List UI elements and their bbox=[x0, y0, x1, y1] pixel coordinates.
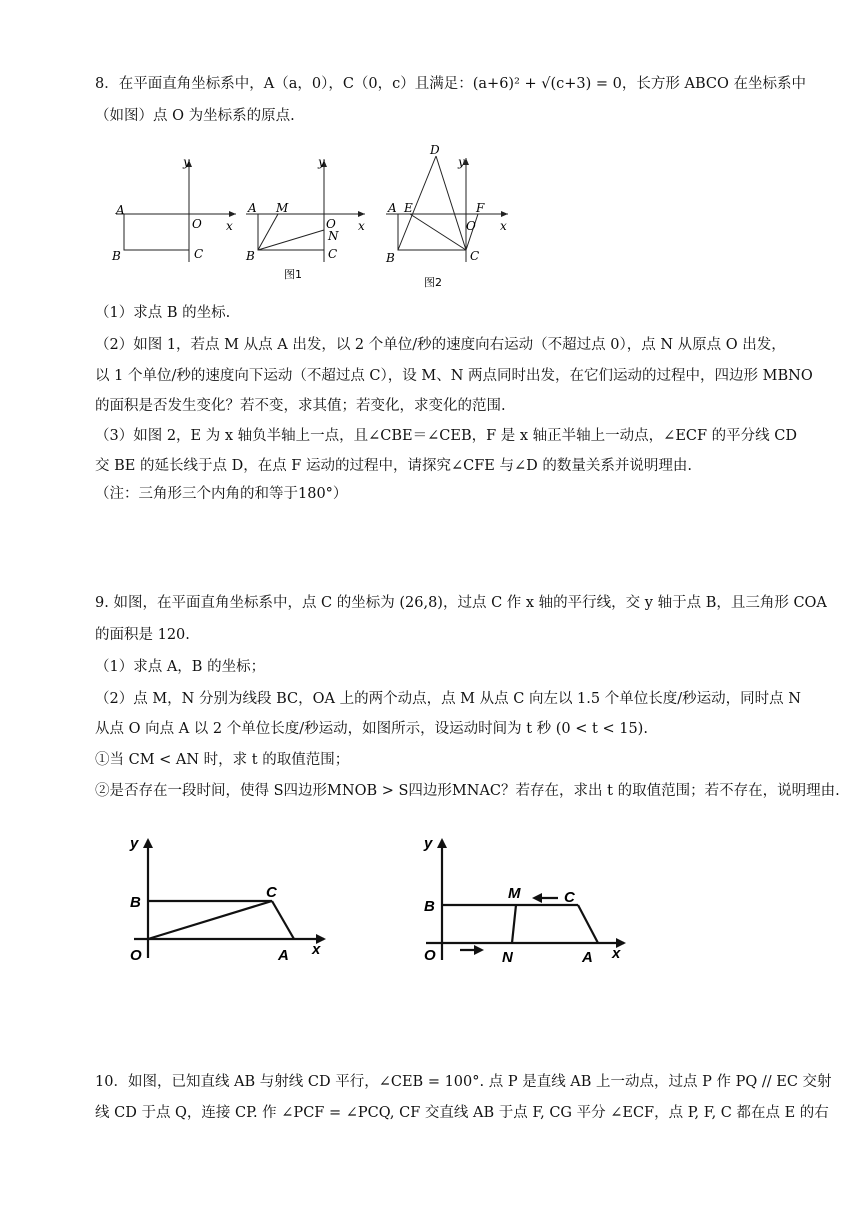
q9-part1: （1）求点 A，B 的坐标； bbox=[95, 659, 266, 675]
q8-statement-line1: 8．在平面直角坐标系中，A（a，0），C（0，c）且满足：(a+6)² + √(c+3) = 0，长方形 ABCO 在坐标系中 bbox=[95, 76, 807, 92]
point-f-label: F bbox=[476, 201, 485, 215]
point-o-label: O bbox=[192, 217, 202, 231]
point-c-label: C bbox=[194, 247, 204, 261]
point-n-label: N bbox=[502, 949, 513, 966]
point-e-label: E bbox=[404, 201, 413, 215]
q8-part3-line1: （3）如图 2，E 为 x 轴负半轴上一点，且∠CBE＝∠CEB，F 是 x 轴正半轴上一动点，∠ECF 的平分线 CD bbox=[95, 428, 798, 444]
q9-subpart-1: ①当 CM < AN 时，求 t 的取值范围； bbox=[95, 752, 350, 768]
q8-statement-line2: （如图）点 O 为坐标系的原点. bbox=[95, 108, 295, 124]
point-b-label: B bbox=[246, 249, 255, 263]
q9-part2-line1: （2）点 M，N 分别为线段 BC，OA 上的两个动点，点 M 从点 C 向左以 1.5 个单位长度/秒运动，同时点 N bbox=[95, 691, 801, 707]
q8-part2-line1: （2）如图 1，若点 M 从点 A 出发，以 2 个单位/秒的速度向右运动（不超过点 0），点 N 从原点 O 出发， bbox=[95, 337, 786, 353]
axis-x-label: x bbox=[500, 219, 507, 233]
point-o-label: O bbox=[326, 217, 336, 231]
point-n-label: N bbox=[328, 229, 339, 243]
axis-y-label: y bbox=[424, 835, 433, 852]
point-m-label: M bbox=[276, 201, 289, 215]
q8-part1: （1）求点 B 的坐标. bbox=[95, 305, 231, 321]
point-d-label: D bbox=[430, 143, 440, 157]
q9-part2-line2: 从点 O 向点 A 以 2 个单位长度/秒运动，如图所示，设运动时间为 t 秒 (0 < t < 15). bbox=[95, 721, 648, 737]
point-c-label: C bbox=[564, 889, 575, 906]
point-b-label: B bbox=[386, 251, 395, 265]
point-a-label: A bbox=[388, 201, 397, 215]
axis-y-label: y bbox=[318, 155, 325, 169]
point-a-label: A bbox=[582, 949, 593, 966]
q9-subpart-2: ②是否存在一段时间，使得 S四边形MNOB > S四边形MNAC？若存在，求出 t 的取值范围；若不存在，说明理由. bbox=[95, 783, 840, 799]
q9-statement-line1: 9. 如图，在平面直角坐标系中，点 C 的坐标为 (26,8)，过点 C 作 x 轴的平行线，交 y 轴于点 B，且三角形 COA bbox=[95, 595, 827, 611]
point-b-label: B bbox=[112, 249, 121, 263]
point-o-label: O bbox=[466, 219, 476, 233]
point-a-label: A bbox=[248, 201, 257, 215]
point-a-label: A bbox=[278, 947, 289, 964]
point-c-label: C bbox=[266, 884, 277, 901]
q8-part2-line3: 的面积是否发生变化？若不变，求其值；若变化，求变化的范围. bbox=[95, 398, 506, 414]
figure-1-caption: 图1 bbox=[284, 268, 302, 281]
q8-part3-line2: 交 BE 的延长线于点 D，在点 F 运动的过程中，请探究∠CFE 与∠D 的数量关系并说明理由. bbox=[95, 458, 692, 474]
axis-x-label: x bbox=[312, 941, 321, 958]
axis-x-label: x bbox=[612, 945, 621, 962]
point-a-label: A bbox=[116, 203, 125, 217]
point-c-label: C bbox=[470, 249, 480, 263]
q10-statement-line2: 线 CD 于点 Q，连接 CP. 作 ∠PCF = ∠PCQ, CF 交直线 AB 于点 F, CG 平分 ∠ECF，点 P, F, C 都在点 E 的右 bbox=[95, 1105, 829, 1121]
q9-figure-right bbox=[412, 832, 642, 972]
point-c-label: C bbox=[328, 247, 338, 261]
axis-x-label: x bbox=[358, 219, 365, 233]
point-m-label: M bbox=[508, 885, 521, 902]
q9-figure-left bbox=[118, 832, 338, 972]
q8-figure-1 bbox=[240, 150, 380, 285]
axis-y-label: y bbox=[183, 155, 190, 169]
axis-y-label: y bbox=[130, 835, 139, 852]
q8-figure-2 bbox=[380, 142, 520, 292]
q10-statement-line1: 10．如图，已知直线 AB 与射线 CD 平行，∠CEB = 100°. 点 P 是直线 AB 上一动点，过点 P 作 PQ // EC 交射 bbox=[95, 1074, 832, 1090]
point-b-label: B bbox=[130, 894, 141, 911]
point-o-label: O bbox=[424, 947, 436, 964]
axis-x-label: x bbox=[226, 219, 233, 233]
q8-figure-rectangle bbox=[108, 150, 248, 270]
point-o-label: O bbox=[130, 947, 142, 964]
figure-2-caption: 图2 bbox=[424, 276, 442, 289]
q8-note: （注：三角形三个内角的和等于180°） bbox=[95, 486, 348, 502]
axis-y-label: y bbox=[458, 155, 465, 169]
q8-part2-line2: 以 1 个单位/秒的速度向下运动（不超过点 C），设 M、N 两点同时出发，在它们运动的过程中，四边形 MBNO bbox=[95, 368, 813, 384]
point-b-label: B bbox=[424, 898, 435, 915]
q9-statement-line2: 的面积是 120. bbox=[95, 627, 190, 643]
